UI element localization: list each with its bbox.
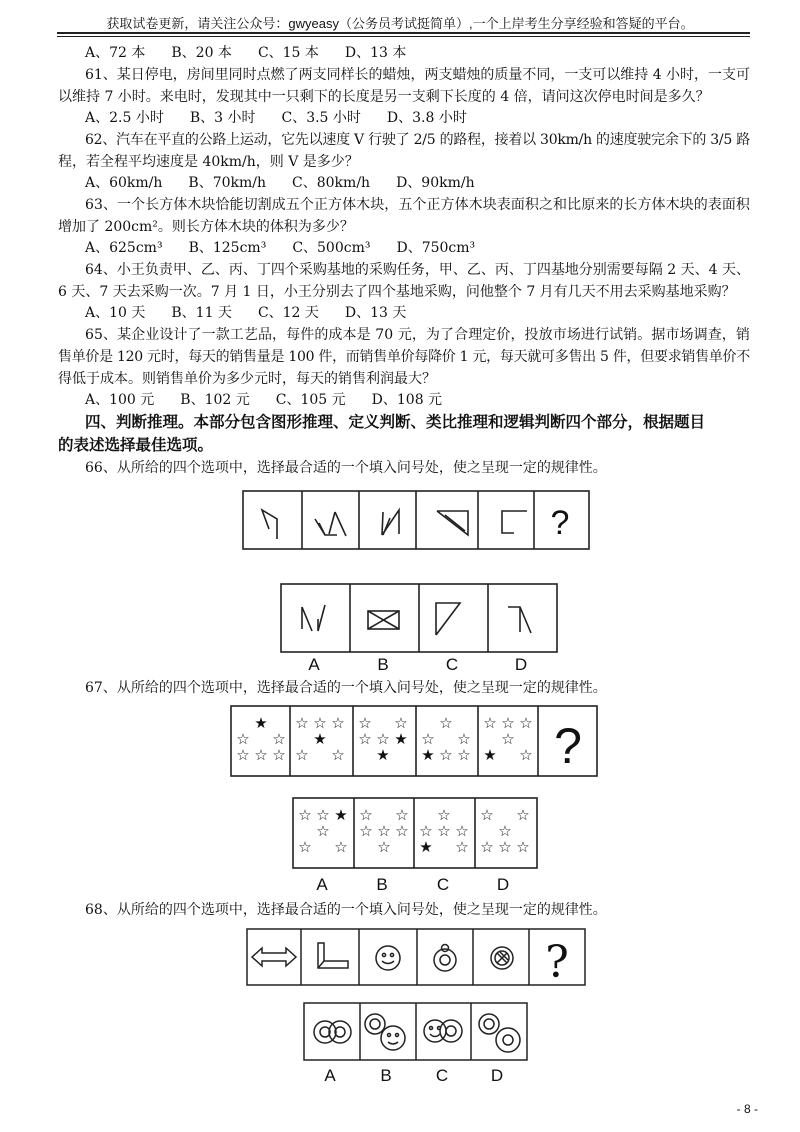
option-d: D、108 元 — [371, 392, 443, 408]
outline-star-icon: ☆ — [480, 806, 494, 824]
q67-options-figure — [292, 797, 538, 869]
choice-label-b: B — [376, 875, 388, 894]
outline-star-icon: ☆ — [377, 822, 391, 840]
outline-star-icon: ☆ — [457, 746, 471, 764]
outline-star-icon: ☆ — [254, 746, 268, 764]
q61-options — [85, 108, 493, 128]
option-a: A、72 本 — [85, 45, 146, 61]
outline-star-icon: ☆ — [295, 746, 309, 764]
q64-line: 64、小王负责甲、乙、丙、丁四个采购基地的采购任务，甲、乙、丙、丁四基地分别需要每隔 2 天、4 天、 — [85, 262, 750, 278]
outline-star-icon: ☆ — [395, 806, 409, 824]
option-b: B、125cm³ — [188, 240, 267, 256]
option-b: B、3 小时 — [189, 110, 256, 126]
q67-prompt: 67、从所给的四个选项中，选择最合适的一个填入问号处，使之呈现一定的规律性。 — [85, 680, 607, 696]
outline-star-icon: ☆ — [437, 822, 451, 840]
outline-star-icon: ☆ — [236, 746, 250, 764]
filled-star-icon: ★ — [313, 730, 327, 748]
outline-star-icon: ☆ — [439, 714, 453, 732]
outline-star-icon: ☆ — [519, 746, 533, 764]
q65-line: 售单价是 120 元时，每天的销售量是 100 件，而销售单价每降价 1 元，每天就可多售出 5 件，但要求销售单价不 — [58, 349, 750, 365]
outline-star-icon: ☆ — [419, 822, 433, 840]
outline-star-icon: ☆ — [501, 714, 515, 732]
q62-line: 62、汽车在平直的公路上运动，它先以速度 V 行驶了 2/5 的路程，接着以 30km/h 的速度驶完余下的 3/5 路 — [85, 132, 751, 148]
outline-star-icon: ☆ — [358, 714, 372, 732]
outline-star-icon: ☆ — [376, 730, 390, 748]
outline-star-icon: ☆ — [394, 714, 408, 732]
outline-star-icon: ☆ — [455, 822, 469, 840]
outline-star-icon: ☆ — [377, 838, 391, 856]
outline-star-icon: ☆ — [358, 730, 372, 748]
option-b: B、70km/h — [188, 175, 267, 191]
choice-label-b: B — [377, 655, 389, 674]
q63-line: 增加了 200cm²。则长方体木块的体积为多少？ — [58, 219, 354, 235]
option-d: D、90km/h — [396, 175, 475, 191]
outline-star-icon: ☆ — [437, 806, 451, 824]
outline-star-icon: ☆ — [480, 838, 494, 856]
option-a: A、2.5 小时 — [85, 110, 164, 126]
section-heading: 四、判断推理。本部分包含图形推理、定义判断、类比推理和逻辑判断四个部分，根据题目 — [85, 413, 706, 431]
outline-star-icon: ☆ — [331, 746, 345, 764]
q66-prompt: 66、从所给的四个选项中，选择最合适的一个填入问号处，使之呈现一定的规律性。 — [85, 460, 607, 476]
q62-options — [85, 173, 501, 193]
outline-star-icon: ☆ — [483, 714, 497, 732]
option-d: D、13 本 — [344, 45, 407, 61]
choice-label-c: C — [436, 875, 450, 894]
outline-star-icon: ☆ — [519, 714, 533, 732]
q68-prompt: 68、从所给的四个选项中，选择最合适的一个填入问号处，使之呈现一定的规律性。 — [85, 902, 607, 918]
outline-star-icon: ☆ — [516, 806, 530, 824]
outline-star-icon: ☆ — [295, 714, 309, 732]
q68-options-figure — [303, 1002, 528, 1061]
q68-sequence-figure — [246, 928, 586, 986]
outline-star-icon: ☆ — [501, 730, 515, 748]
outline-star-icon: ☆ — [457, 730, 471, 748]
choice-label-d: D — [514, 655, 528, 674]
outline-star-icon: ☆ — [439, 746, 453, 764]
outline-star-icon: ☆ — [316, 806, 330, 824]
q63-line: 63、一个长方体木块恰能切割成五个正方体木块，五个正方体木块表面积之和比原来的长方体木块的表面积 — [85, 197, 750, 213]
option-a: A、625cm³ — [85, 240, 163, 256]
question-mark: ? — [554, 718, 582, 774]
option-b: B、102 元 — [180, 392, 250, 408]
outline-star-icon: ☆ — [359, 822, 373, 840]
outline-star-icon: ☆ — [316, 822, 330, 840]
q66-options-figure — [280, 583, 558, 653]
outline-star-icon: ☆ — [421, 730, 435, 748]
option-d: D、13 天 — [344, 305, 407, 321]
outline-star-icon: ☆ — [498, 838, 512, 856]
option-c: C、3.5 小时 — [281, 110, 361, 126]
option-c: C、105 元 — [275, 392, 346, 408]
outline-star-icon: ☆ — [334, 838, 348, 856]
option-b: B、20 本 — [171, 45, 232, 61]
filled-star-icon: ★ — [254, 714, 268, 732]
option-c: C、500cm³ — [292, 240, 371, 256]
outline-star-icon: ☆ — [331, 714, 345, 732]
question-mark: ? — [550, 504, 570, 542]
page-header: 获取试卷更新，请关注公众号：gwyeasy（公务员考试挺简单）,一个上岸考生分享经验和答疑的平台。 — [106, 16, 694, 31]
outline-star-icon: ☆ — [313, 714, 327, 732]
filled-star-icon: ★ — [376, 746, 390, 764]
q66-sequence-figure — [242, 490, 590, 550]
option-b: B、11 天 — [171, 305, 232, 321]
page-number: - 8 - — [736, 1102, 758, 1116]
choice-label-c: C — [435, 1066, 449, 1085]
header-rule-thin — [57, 36, 750, 37]
outline-star-icon: ☆ — [516, 838, 530, 856]
outline-star-icon: ☆ — [359, 806, 373, 824]
choice-label-a: A — [316, 875, 328, 894]
q60-options — [85, 43, 432, 63]
option-a: A、10 天 — [85, 305, 146, 321]
q62-line: 程，若全程平均速度是 40km/h，则 V 是多少？ — [58, 154, 359, 170]
option-c: C、80km/h — [292, 175, 371, 191]
outline-star-icon: ☆ — [395, 822, 409, 840]
filled-star-icon: ★ — [483, 746, 497, 764]
q63-options — [85, 238, 501, 258]
q67-sequence-figure — [230, 705, 598, 777]
choice-label-c: C — [445, 655, 459, 674]
outline-star-icon: ☆ — [236, 730, 250, 748]
q61-line: 61、某日停电，房间里同时点燃了两支同样长的蜡烛，两支蜡烛的质量不同，一支可以维持 4 小时，一支可 — [85, 67, 750, 83]
option-c: C、15 本 — [257, 45, 319, 61]
q61-line: 以维持 7 小时。来电时，发现其中一只剩下的长度是另一支剩下长度的 4 倍，请问这次停电时间是多久？ — [58, 89, 710, 105]
section-heading: 的表述选择最佳选项。 — [58, 436, 214, 454]
q64-options — [85, 303, 432, 323]
q65-line: 得低于成本。则销售单价为多少元时，每天的销售利润最大？ — [58, 371, 436, 387]
outline-star-icon: ☆ — [498, 822, 512, 840]
q64-line: 6 天、7 天去采购一次。7 月 1 日，小王分别去了四个基地采购，问他整个 7 月有几天不用去采购基地采购？ — [58, 284, 736, 300]
outline-star-icon: ☆ — [298, 806, 312, 824]
filled-star-icon: ★ — [394, 730, 408, 748]
filled-star-icon: ★ — [419, 838, 433, 856]
q65-options — [85, 390, 468, 410]
outline-star-icon: ☆ — [455, 838, 469, 856]
choice-label-b: B — [380, 1066, 392, 1085]
outline-star-icon: ☆ — [298, 838, 312, 856]
option-c: C、12 天 — [257, 305, 319, 321]
option-a: A、100 元 — [85, 392, 155, 408]
filled-star-icon: ★ — [334, 806, 348, 824]
question-mark: ? — [545, 937, 569, 986]
header-rule — [57, 32, 750, 34]
choice-label-a: A — [308, 655, 320, 674]
q65-line: 65、某企业设计了一款工艺品，每件的成本是 70 元，为了合理定价，投放市场进行试销。据市场调查，销 — [85, 327, 750, 343]
choice-label-d: D — [490, 1066, 504, 1085]
option-a: A、60km/h — [85, 175, 163, 191]
filled-star-icon: ★ — [421, 746, 435, 764]
outline-star-icon: ☆ — [272, 730, 286, 748]
option-d: D、3.8 小时 — [386, 110, 467, 126]
option-d: D、750cm³ — [396, 240, 476, 256]
outline-star-icon: ☆ — [272, 746, 286, 764]
choice-label-d: D — [496, 875, 510, 894]
choice-label-a: A — [324, 1066, 336, 1085]
